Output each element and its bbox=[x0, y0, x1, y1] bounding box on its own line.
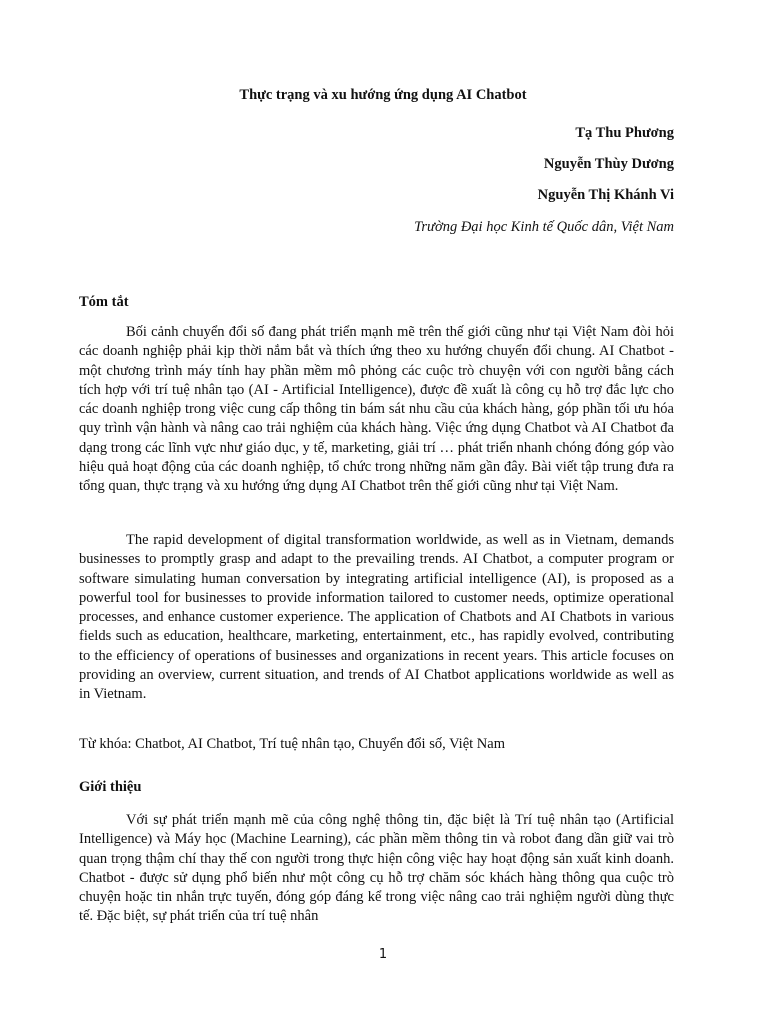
author-affiliation: Trường Đại học Kinh tế Quốc dân, Việt Nam bbox=[414, 219, 674, 235]
abstract-english: The rapid development of digital transformation worldwide, as well as in Vietnam, demands businesses to promptly grasp and adapt to the prevailing trends. AI Chatbot, a computer program or software simulating human conversation by integrating artificial intelligence (AI), is proposed as a powerful tool for businesses to provide information tailored to customer needs, optimize operational processes, and enhance customer experience. The application of Chatbots and AI Chatbots in various fields such as education, healthcare, marketing, entertainment, etc., has rapidly evolved, contributing to the efficiency of operations of businesses and organizations in recent years. This article focuses on providing an overview, current situation, and trends of AI Chatbot applications worldwide as well as in Vietnam. bbox=[79, 532, 674, 703]
document-page bbox=[79, 0, 674, 1024]
page-number: 1 bbox=[378, 947, 388, 962]
keywords-line: Từ khóa: Chatbot, AI Chatbot, Trí tuệ nhân tạo, Chuyển đổi số, Việt Nam bbox=[79, 736, 505, 752]
introduction-heading: Giới thiệu bbox=[79, 779, 142, 795]
introduction-paragraph: Với sự phát triển mạnh mẽ của công nghệ thông tin, đặc biệt là Trí tuệ nhân tạo (Artificial Intelligence) và Máy học (Machine Learning), các phần mềm thông tin và robot đang dần giữ vai trò quan trọng thậm chí thay thế con người trong thực hiện công việc hay hoạt động sản xuất kinh doanh. Chatbot - được sử dụng phổ biến như một công cụ hỗ trợ chăm sóc khách hàng thông qua cuộc trò chuyện hoặc tin nhắn trực tuyến, đóng góp đáng kể trong việc nâng cao trải nghiệm người dùng thực tế. Đặc biệt, sự phát triển của trí tuệ nhân bbox=[79, 812, 674, 925]
abstract-vietnamese: Bối cảnh chuyển đổi số đang phát triển mạnh mẽ trên thế giới cũng như tại Việt Nam đòi hỏi các doanh nghiệp phải kịp thời nắm bắt và thích ứng theo xu hướng chuyển đổi chung. AI Chatbot - một chương trình máy tính hay phần mềm mô phỏng các cuộc trò chuyện với con người bằng cách tích hợp với trí tuệ nhân tạo (AI - Artificial Intelligence), được đề xuất là công cụ hỗ trợ đắc lực cho các doanh nghiệp trong việc cung cấp thông tin bám sát nhu cầu của khách hàng, góp phần tối ưu hóa quy trình vận hành và nâng cao trải nghiệm của khách hàng. Việc ứng dụng Chatbot và AI Chatbot đa dạng trong các lĩnh vực như giáo dục, y tế, marketing, giải trí … phát triển nhanh chóng đóng góp vào hiệu quả hoạt động của các doanh nghiệp, tổ chức trong những năm gần đây. Bài viết tập trung đưa ra tổng quan, thực trạng và xu hướng ứng dụng AI Chatbot trên thế giới cũng như tại Việt Nam. bbox=[79, 324, 674, 495]
author-name: Tạ Thu Phương bbox=[575, 125, 674, 141]
author-name: Nguyễn Thùy Dương bbox=[543, 156, 674, 172]
paper-title: Thực trạng và xu hướng ứng dụng AI Chatbot bbox=[239, 87, 527, 103]
abstract-heading: Tóm tắt bbox=[79, 294, 129, 310]
author-name: Nguyễn Thị Khánh Vi bbox=[537, 187, 674, 203]
